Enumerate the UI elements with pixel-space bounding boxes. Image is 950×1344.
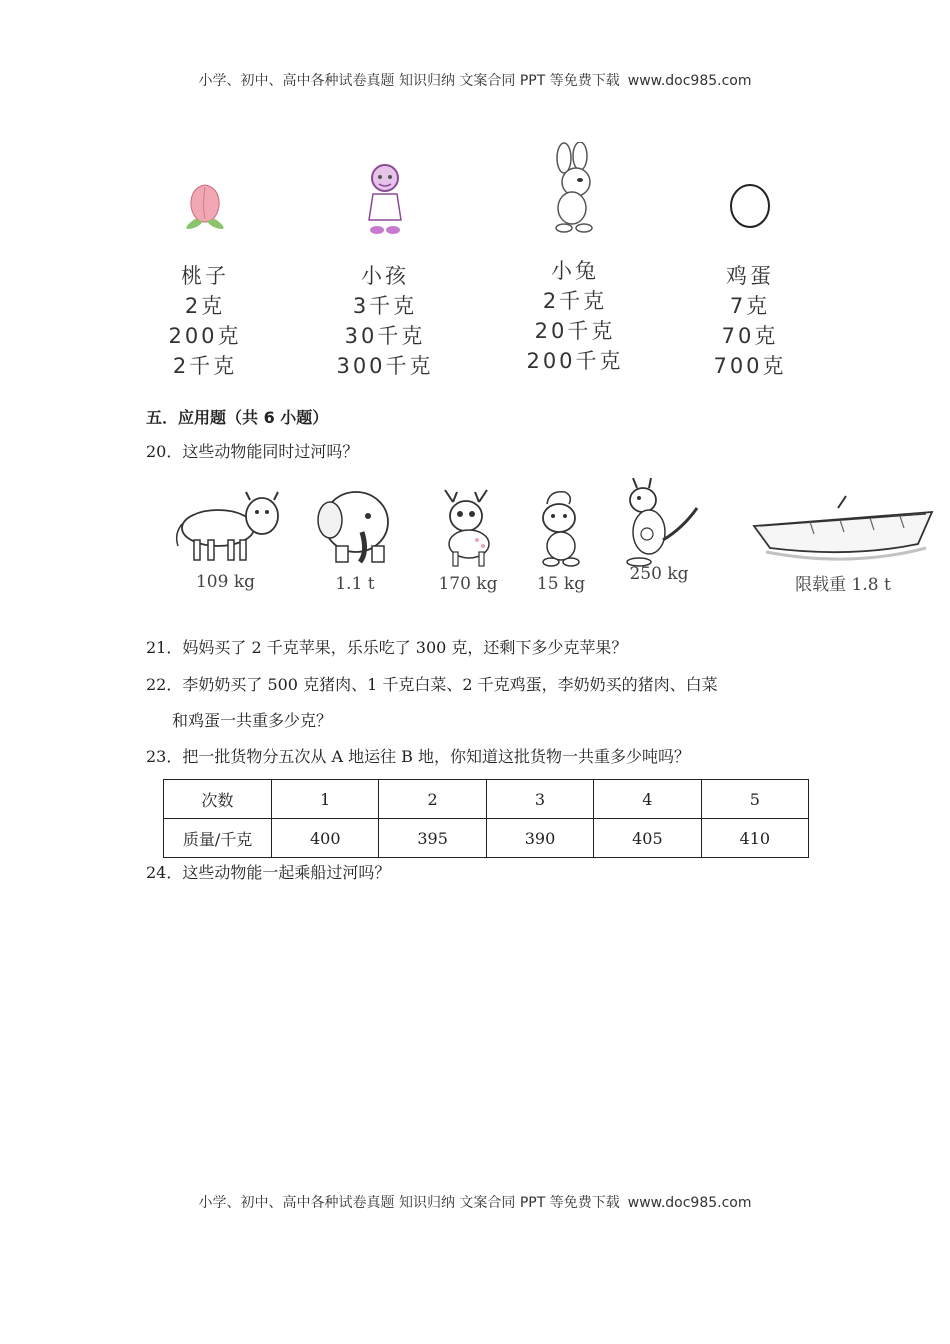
item-name: 小兔 (551, 259, 599, 283)
option-c: 700克 (713, 354, 787, 378)
header-url: www.doc985.com (627, 73, 752, 89)
kangaroo-icon (617, 478, 701, 568)
item-name: 桃子 (181, 264, 229, 288)
animal-elephant (310, 488, 400, 594)
boat (748, 492, 938, 595)
animal-rabbit (525, 488, 597, 594)
footer-url: www.doc985.com (627, 1195, 752, 1211)
table-cell: 5 (701, 780, 808, 819)
animal-deer (428, 488, 508, 594)
table-cell: 次数 (164, 780, 272, 819)
cow-icon (170, 488, 282, 566)
question-21: 21．妈妈买了 2 千克苹果，乐乐吃了 300 克，还剩下多少克苹果？ (146, 638, 628, 657)
animal-cow (168, 488, 283, 592)
animal-weight: 15 kg (536, 574, 586, 594)
boat-capacity: 限载重 1.8 t (795, 575, 891, 595)
item-rabbit (500, 142, 650, 376)
option-c: 2千克 (172, 354, 238, 378)
table-row (164, 819, 809, 858)
item-child (310, 160, 460, 381)
option-c: 300千克 (336, 354, 434, 378)
table-cell: 3 (486, 780, 593, 819)
elephant-icon (312, 488, 398, 568)
egg-icon (725, 180, 775, 232)
rabbit-icon (529, 488, 593, 568)
question-24: 24．这些动物能一起乘船过河吗？ (146, 863, 391, 882)
rabbit-icon (540, 142, 610, 234)
item-egg (675, 180, 825, 381)
question-22: 22．李奶奶买了 500 克猪肉、1 千克白菜、2 千克鸡蛋，李奶奶买的猪肉、白菜 (146, 675, 718, 694)
table-cell: 4 (594, 780, 701, 819)
page-footer (0, 1192, 950, 1212)
option-a: 2克 (184, 294, 226, 318)
animal-kangaroo (614, 478, 704, 584)
option-a: 3千克 (352, 294, 418, 318)
item-name: 小孩 (361, 264, 409, 288)
option-b: 70克 (721, 324, 779, 348)
table-cell: 2 (379, 780, 486, 819)
option-b: 20千克 (534, 319, 616, 343)
peach-icon (175, 175, 235, 235)
option-b: 30千克 (344, 324, 426, 348)
boat-icon (750, 492, 936, 568)
section-title: 五．应用题（共 6 小题） (146, 408, 329, 427)
option-c: 200千克 (526, 349, 624, 373)
option-a: 7克 (729, 294, 771, 318)
table-cell: 400 (272, 819, 379, 858)
animal-weight: 109 kg (195, 572, 256, 592)
item-peach (130, 175, 280, 381)
table-cell: 质量/千克 (164, 819, 272, 858)
question-20: 20．这些动物能同时过河吗？ (146, 442, 359, 461)
footer-text: 小学、初中、高中各种试卷真题 知识归纳 文案合同 PPT 等免费下载 (198, 1195, 620, 1211)
page-header (0, 70, 950, 90)
animal-weight: 170 kg (438, 574, 498, 594)
question-22-continued: 和鸡蛋一共重多少克？ (172, 711, 333, 730)
item-name: 鸡蛋 (726, 264, 774, 288)
header-text: 小学、初中、高中各种试卷真题 知识归纳 文案合同 PPT 等免费下载 (198, 73, 620, 89)
table-cell: 390 (486, 819, 593, 858)
table-cell: 1 (272, 780, 379, 819)
option-a: 2千克 (542, 289, 608, 313)
table-cell: 405 (594, 819, 701, 858)
animal-weight: 250 kg (629, 564, 689, 584)
animal-weight: 1.1 t (335, 574, 375, 594)
table-cell: 395 (379, 819, 486, 858)
table-row (164, 780, 809, 819)
deer-icon (431, 488, 505, 568)
cargo-table (163, 779, 809, 858)
question-23: 23．把一批货物分五次从 A 地运往 B 地，你知道这批货物一共重多少吨吗？ (146, 747, 691, 766)
table-cell: 410 (701, 819, 808, 858)
child-icon (355, 160, 415, 238)
option-b: 200克 (168, 324, 242, 348)
